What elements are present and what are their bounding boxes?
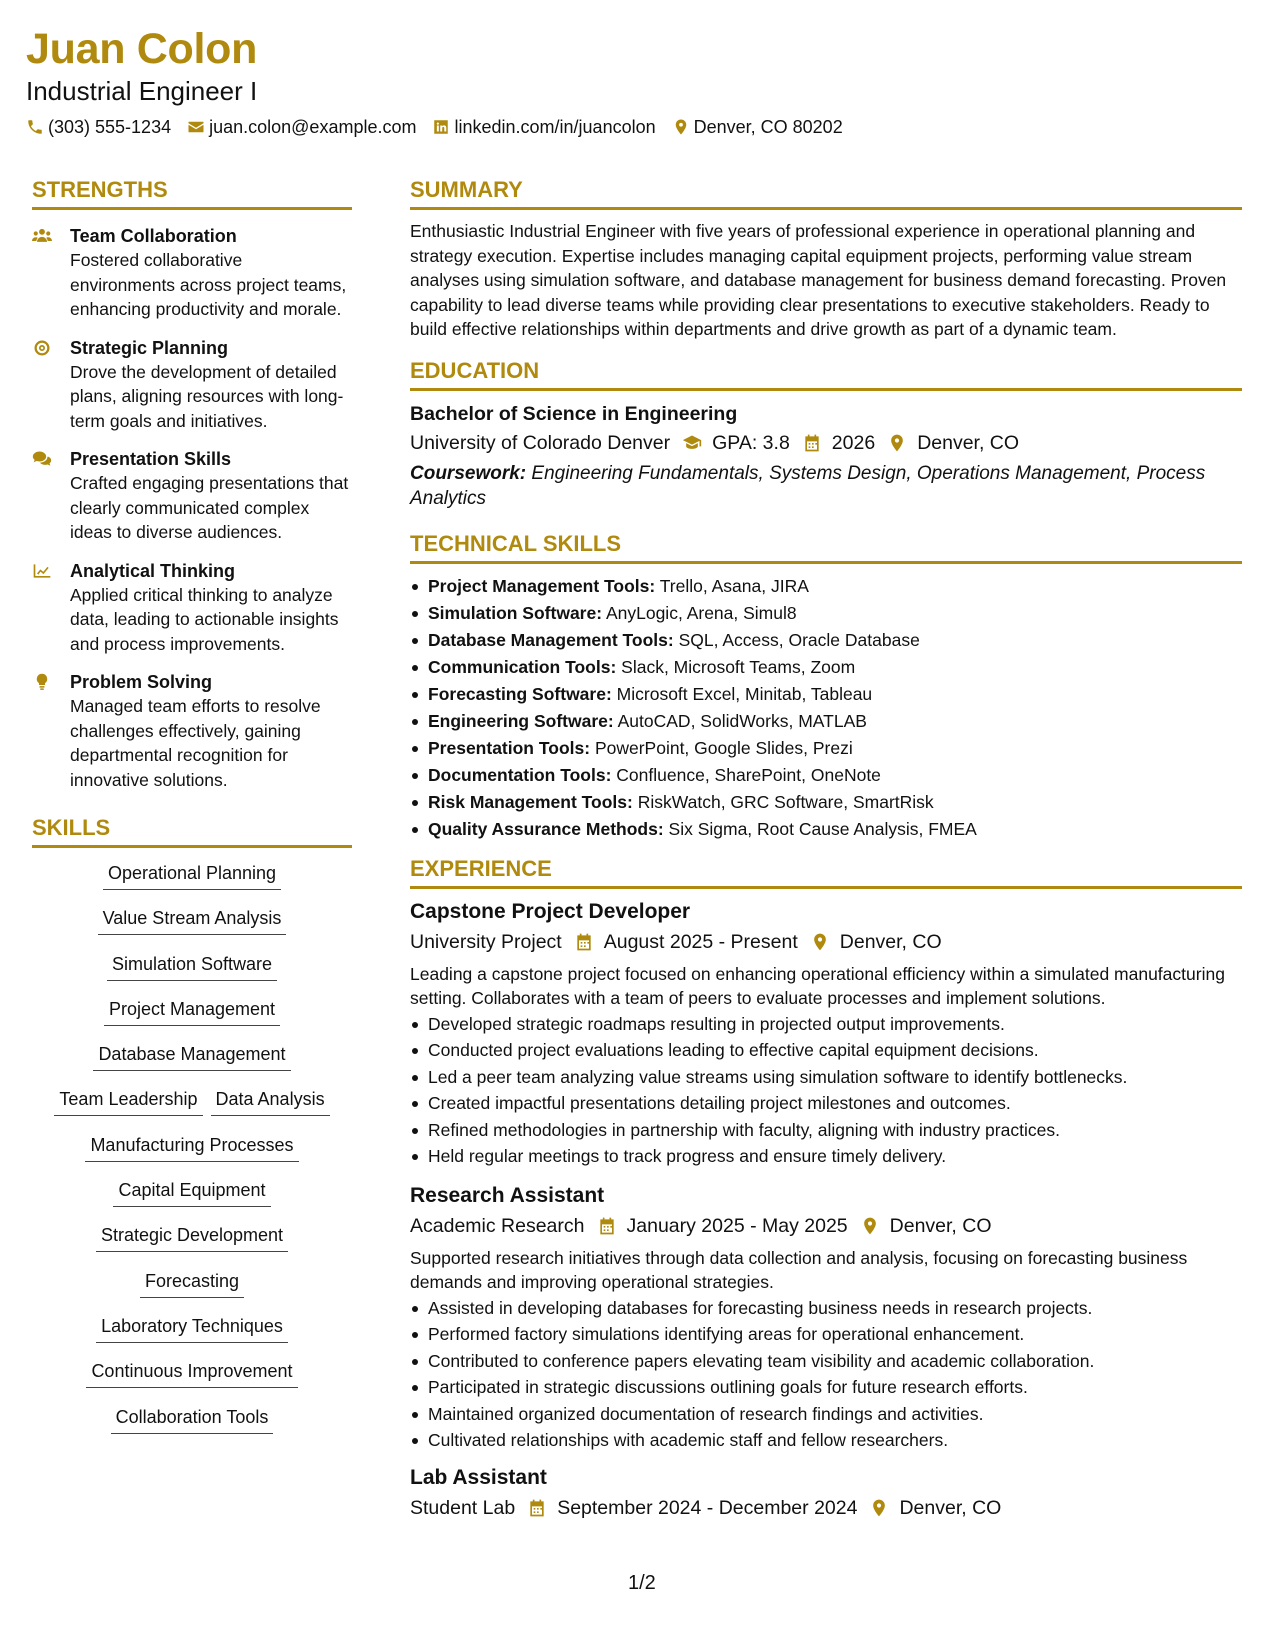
contact-email[interactable] [187,116,416,138]
phone-icon [26,118,44,136]
page-number: 1/2 [628,1572,656,1594]
calendar-icon [527,1498,547,1518]
skill-values: Microsoft Excel, Minitab, Tableau [616,683,873,704]
list-item [410,789,1242,816]
gpa-text: GPA: 3.8 [712,431,790,454]
candidate-name: Juan Colon [26,25,258,73]
users-icon [32,227,52,245]
comments-icon [32,450,52,468]
coursework-text: Engineering Fundamentals, Systems Design, Operations Management, Process Analytics [410,462,1206,509]
strength-title: Strategic Planning [70,337,229,358]
list-item [410,681,1242,708]
calendar-icon [574,932,594,952]
strength-desc: Managed team efforts to resolve challenges effectively, gaining departmental recognition for innovative solutions. [70,696,321,790]
candidate-title: Industrial Engineer I [26,76,258,106]
list-item: Maintained organized documentation of research findings and activities. [410,1401,1242,1428]
linkedin-icon [432,118,450,136]
strength-title: Team Collaboration [70,226,237,246]
skill-values: AnyLogic, Arena, Simul8 [605,602,797,623]
job-title: Research Assistant [410,1183,605,1207]
linkedin-text: linkedin.com/in/juancolon [454,117,656,137]
graduation-cap-icon [682,433,702,453]
job-bullets [410,1295,1242,1454]
skill-values: Six Sigma, Root Cause Analysis, FMEA [668,818,977,839]
job-org: Academic Research [410,1214,585,1237]
skill-category: Documentation Tools: [428,764,612,785]
map-pin-icon [810,932,830,952]
skill-values: Confluence, SharePoint, OneNote [616,764,881,785]
summary-text: Enthusiastic Industrial Engineer with five years of professional experience in operational planning and strategy execution. Expertise includes managing capital equipment projects, performing value stream analyses using simulation software, and database management for business demand forecasting. Proven capability to lead diverse teams while providing clear presentations to executive stakeholders. Ready to build effective relationships within departments and drive growth as part of a dynamic team. [410,221,1227,339]
contact-location [672,116,843,138]
job-location: Denver, CO [889,1214,992,1237]
map-pin-icon [860,1216,880,1236]
skill-tag: Operational Planning [103,860,281,890]
job-org: University Project [410,930,562,953]
skill-category: Forecasting Software: [428,683,612,704]
strength-item [32,224,352,322]
location-text: Denver, CO 80202 [693,117,843,137]
contact-phone[interactable] [26,116,171,138]
skill-category: Database Management Tools: [428,629,674,650]
list-item: Held regular meetings to track progress and ensure timely delivery. [410,1143,1242,1170]
job-dates: September 2024 - December 2024 [557,1496,858,1519]
summary-heading: SUMMARY [410,176,1242,210]
phone-text: (303) 555-1234 [48,117,172,137]
skill-tag: Strategic Development [96,1222,288,1252]
list-item [410,816,1242,843]
skill-tag: Database Management [93,1041,290,1071]
list-item: Developed strategic roadmaps resulting in projected output improvements. [410,1011,1242,1038]
target-icon [32,339,52,357]
calendar-icon [802,433,822,453]
experience-heading: EXPERIENCE [410,855,1242,889]
right-column [410,176,1242,1522]
coursework-label: Coursework: [410,462,527,484]
list-item: Refined methodologies in partnership with faculty, aligning with industry practices. [410,1117,1242,1144]
skills-heading: SKILLS [32,814,352,848]
skill-tag: Manufacturing Processes [85,1132,298,1162]
degree-title: Bachelor of Science in Engineering [410,402,738,425]
map-pin-icon [869,1498,889,1518]
skill-category: Project Management Tools: [428,575,656,596]
list-item [410,735,1242,762]
strength-title: Analytical Thinking [70,560,236,581]
map-pin-icon [672,118,690,136]
strength-item [32,336,352,434]
list-item: Performed factory simulations identifying areas for operational enhancement. [410,1321,1242,1348]
job-meta [410,929,1242,956]
strength-item [32,670,352,792]
contact-linkedin[interactable] [432,116,655,138]
strength-item [32,447,352,545]
skill-category: Communication Tools: [428,656,617,677]
calendar-icon [597,1216,617,1236]
strength-title: Problem Solving [70,672,213,692]
job-org: Student Lab [410,1496,516,1519]
skill-values: Slack, Microsoft Teams, Zoom [621,656,856,677]
skill-tag: Value Stream Analysis [98,905,287,935]
skill-values: Trello, Asana, JIRA [659,575,809,596]
list-item [410,762,1242,789]
left-column [32,176,352,1449]
list-item [410,627,1242,654]
technical-skills-list [410,573,1242,843]
skill-values: AutoCAD, SolidWorks, MATLAB [617,710,867,731]
job-dates: January 2025 - May 2025 [626,1214,848,1237]
skill-category: Engineering Software: [428,710,614,731]
job-location: Denver, CO [899,1496,1002,1519]
skill-category: Presentation Tools: [428,737,591,758]
job-bullets [410,1011,1242,1170]
skill-tag: Project Management [104,996,280,1026]
strengths-heading: STRENGTHS [32,176,352,210]
coursework [410,461,1242,511]
job-location: Denver, CO [839,930,942,953]
skill-tag: Laboratory Techniques [96,1313,288,1343]
skill-values: SQL, Access, Oracle Database [678,629,920,650]
education-heading: EDUCATION [410,357,1242,391]
list-item [410,600,1242,627]
skill-tag: Team Leadership [54,1086,202,1116]
graduation-year: 2026 [831,431,876,454]
skill-tag: Simulation Software [107,951,277,981]
job-title: Capstone Project Developer [410,899,691,923]
skill-tag: Capital Equipment [113,1177,270,1207]
strength-desc: Applied critical thinking to analyze data, leading to actionable insights and process improvements. [70,584,339,654]
job-dates: August 2025 - Present [603,930,798,953]
list-item: Cultivated relationships with academic staff and fellow researchers. [410,1427,1242,1454]
list-item: Created impactful presentations detailing project milestones and outcomes. [410,1090,1242,1117]
list-item: Led a peer team analyzing value streams using simulation software to identify bottlenecks. [410,1064,1242,1091]
strength-title: Presentation Skills [70,449,232,469]
strength-desc: Drove the development of detailed plans, aligning resources with long-term goals and initiatives. [70,361,344,431]
map-pin-icon [887,433,907,453]
list-item [410,708,1242,735]
resume-header [26,22,859,138]
job-description: Supported research initiatives through data collection and analysis, focusing on forecasting business demands and improving operational strategies. [410,1247,1188,1292]
chart-line-icon [32,562,52,580]
education-meta [410,430,1242,457]
technical-skills-heading: TECHNICAL SKILLS [410,530,1242,564]
list-item: Participated in strategic discussions outlining goals for future research efforts. [410,1374,1242,1401]
strength-item [32,559,352,657]
list-item [410,573,1242,600]
job-description: Leading a capstone project focused on enhancing operational efficiency within a simulated manufacturing setting. Collaborates with a team of peers to evaluate processes and implement solutions. [410,963,1225,1008]
skill-tag: Continuous Improvement [86,1358,297,1388]
skill-tag: Data Analysis [211,1086,330,1116]
job-meta [410,1495,1242,1522]
skill-values: PowerPoint, Google Slides, Prezi [594,737,853,758]
skill-tag: Forecasting [140,1268,244,1298]
skill-values: RiskWatch, GRC Software, SmartRisk [637,791,934,812]
list-item [410,654,1242,681]
envelope-icon [187,118,205,136]
job-title: Lab Assistant [410,1465,547,1489]
list-item: Conducted project evaluations leading to effective capital equipment decisions. [410,1037,1242,1064]
email-text: juan.colon@example.com [209,117,417,137]
contact-bar [26,116,859,138]
skills-list [32,860,352,1449]
lightbulb-icon [32,673,52,691]
skill-category: Simulation Software: [428,602,603,623]
strength-desc: Fostered collaborative environments across project teams, enhancing productivity and morale. [70,250,347,319]
list-item: Assisted in developing databases for forecasting business needs in research projects. [410,1295,1242,1322]
skill-category: Quality Assurance Methods: [428,818,664,839]
job-meta [410,1213,1242,1240]
list-item: Contributed to conference papers elevating team visibility and academic collaboration. [410,1348,1242,1375]
skill-category: Risk Management Tools: [428,791,633,812]
school-name: University of Colorado Denver [410,431,671,454]
school-location: Denver, CO [917,431,1020,454]
skill-tag: Collaboration Tools [111,1404,274,1434]
strength-desc: Crafted engaging presentations that clearly communicated complex ideas to diverse audiences. [70,473,349,542]
